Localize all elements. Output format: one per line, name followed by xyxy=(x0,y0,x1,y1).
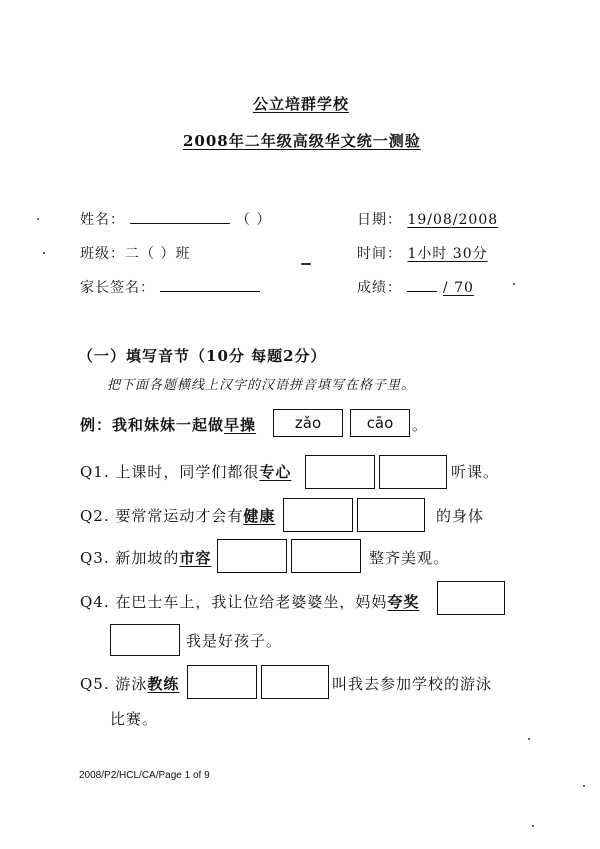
q2-pre: 要常常运动才会有 xyxy=(115,507,244,525)
q4-post: 我是好孩子。 xyxy=(186,632,283,650)
q2-number: Q2. xyxy=(80,507,110,525)
name-field xyxy=(80,209,271,229)
time-label: 时间： xyxy=(357,246,402,262)
parent-label: 家长签名： xyxy=(80,280,155,296)
scan-speck xyxy=(532,825,534,827)
scan-speck xyxy=(513,283,515,285)
time-field xyxy=(357,243,488,263)
time-value: 1小时 30分 xyxy=(407,246,488,262)
q3-word: 市容 xyxy=(179,549,212,567)
section-title: （一）填写音节（10分 每题2分） xyxy=(78,347,327,365)
q2-text xyxy=(80,505,275,526)
q4-number: Q4. xyxy=(80,593,110,611)
q5-post: 叫我去参加学校的游泳 xyxy=(332,675,493,693)
name-label: 姓名： xyxy=(80,212,125,228)
q3-pre: 新加坡的 xyxy=(115,549,180,567)
q4-pre: 在巴士车上，我让位给老婆婆坐，妈妈 xyxy=(115,593,388,611)
date-field xyxy=(357,209,498,229)
q1-post: 听课。 xyxy=(451,463,500,481)
q3-number: Q3. xyxy=(80,549,110,567)
date-value: 19/08/2008 xyxy=(407,212,499,228)
q3-answer-box-1[interactable] xyxy=(217,539,287,573)
class-field: 班级：二（ ）班 xyxy=(80,246,191,262)
scan-speck xyxy=(43,252,45,254)
q1-number: Q1. xyxy=(80,463,110,481)
section-instruction: 把下面各题横线上汉字的汉语拼音填写在格子里。 xyxy=(107,378,416,393)
q5-text xyxy=(80,673,179,694)
score-field xyxy=(357,277,474,297)
example-end: 。 xyxy=(412,416,429,434)
q3-answer-box-2[interactable] xyxy=(291,539,361,573)
q1-answer-box-2[interactable] xyxy=(379,455,447,489)
q2-answer-box-1[interactable] xyxy=(283,498,353,532)
scan-speck xyxy=(528,738,530,740)
example-prefix: 例：我和妹妹一起做 xyxy=(80,416,225,434)
name-paren: （ ） xyxy=(235,212,272,228)
q5-answer-boxes xyxy=(187,665,329,699)
q1-pre: 上课时，同学们都很 xyxy=(115,463,260,481)
q3-post: 整齐美观。 xyxy=(369,549,450,567)
q4-answer-box-1[interactable] xyxy=(437,581,505,615)
q3-answer-boxes xyxy=(217,539,361,573)
example-pinyin-box-1: zǎo xyxy=(273,409,343,437)
scan-speck xyxy=(37,218,39,220)
name-blank xyxy=(130,223,230,224)
page-footer: 2008/P2/HCL/CA/Page 1 of 9 xyxy=(79,770,210,781)
q5-answer-box-2[interactable] xyxy=(261,665,329,699)
example-text xyxy=(80,414,256,435)
q3-text xyxy=(80,547,211,568)
q4-text xyxy=(80,591,419,612)
exam-title: 2008年二年级高级华文统一测验 xyxy=(183,132,421,150)
scan-speck xyxy=(583,785,585,787)
q5-pre: 游泳 xyxy=(115,675,148,693)
q1-word: 专心 xyxy=(259,463,292,481)
q2-answer-box-2[interactable] xyxy=(357,498,425,532)
score-value: / 70 xyxy=(442,280,474,296)
date-label: 日期： xyxy=(357,212,402,228)
q2-answer-boxes xyxy=(283,498,425,532)
scan-speck xyxy=(301,263,311,265)
q5-post-line2: 比赛。 xyxy=(110,710,159,728)
q4-answer-box-2[interactable] xyxy=(110,624,180,656)
score-blank xyxy=(407,291,437,292)
q5-number: Q5. xyxy=(80,675,110,693)
school-title: 公立培群学校 xyxy=(253,95,350,113)
q2-post: 的身体 xyxy=(436,507,485,525)
parent-blank xyxy=(160,291,260,292)
q4-word: 夸奖 xyxy=(387,593,420,611)
q1-answer-boxes xyxy=(305,455,447,489)
parent-signature-field xyxy=(80,277,260,297)
score-label: 成绩： xyxy=(357,280,402,296)
example-word: 早操 xyxy=(224,416,257,434)
q5-word: 教练 xyxy=(147,675,180,693)
q2-word: 健康 xyxy=(243,507,276,525)
q5-answer-box-1[interactable] xyxy=(187,665,257,699)
q1-answer-box-1[interactable] xyxy=(305,455,375,489)
q1-text xyxy=(80,461,291,482)
example-pinyin-box-2: cāo xyxy=(350,409,410,437)
